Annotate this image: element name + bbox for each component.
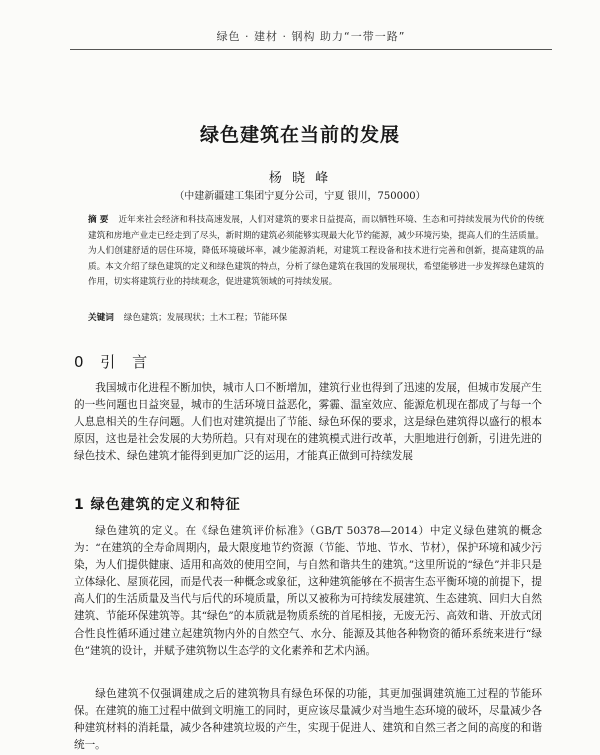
author: 杨 晓 峰 [268, 171, 332, 186]
intro-paragraph: 我国城市化进程不断加快，城市人口不断增加，建筑行业也得到了迅速的发展，但城市发展产生的一些问题也日益突显，城市的生活环境日益恶化，雾霾、温室效应、能源危机现在都成了与每一个人息息相关的生存问题。人们也对建筑提出了节能、绿色环保的要求，这是绿色建筑得以盛行的根本原因，这也是社会发展的大势所趋。只有对现在的建筑模式进行改革，大胆地进行创新，引进先进的绿色技术、绿色建筑才能得到更加广泛的运用，才能真正做到可持续发展 [74, 382, 542, 463]
affiliation: （中建新疆建工集团宁夏分公司，宁夏 银川，750000） [174, 191, 426, 202]
running-header: 绿色 · 建材 · 钢构 助力“一带一路” [216, 30, 406, 43]
header-rule [70, 49, 552, 50]
paper-title: 绿色建筑在当前的发展 [199, 124, 400, 146]
section-heading-introduction: 0 引 言 [74, 353, 154, 371]
abstract-label: 摘 要 [88, 215, 109, 225]
keywords-label: 关键词 [88, 313, 114, 323]
keywords [88, 311, 544, 326]
abstract-text: 近年来社会经济和科技高速发展，人们对建筑的要求日益提高，而以牺牲环境、生态和可持续发展为代价的传统建筑和房地产业走已经走到了尽头，新时期的建筑必须能够实现最大化节约能源，减少环境污染，提高人们的生活质量。为人们创建舒适的居住环境，降低环境破坏率，减少能源消耗，对建筑工程设备和技术进行完善和创新，提高建筑的品质。本文介绍了绿色建筑的定义和绿色建筑的特点，分析了绿色建筑在我国的发展现状，希望能够进一步发挥绿色建筑的作用，切实将建筑行业的持续观念，促进建筑领域的可持续发展。 [88, 215, 544, 287]
abstract [88, 213, 544, 291]
section-heading-definition: 1 绿色建筑的定义和特征 [74, 497, 241, 513]
definition-paragraph: 绿色建筑的定义。在《绿色建筑评价标准》（GB/T 50378—2014）中定义绿色建筑的概念为：“在建筑的全寿命周期内，最大限度地节约资源（节能、节地、节水、节材），保护环境和减少污染，为人们提供健康、适用和高效的使用空间，与自然和谐共生的建筑。”这里所说的“绿色”并非只是立体绿化、屋顶花园，而是代表一种概念或象征，这种建筑能够在不损害生态平衡环境的前提下，提高人们的生活质量及当代与后代的环境质量，所以又被称为可持续发展建筑、生态建筑、回归大自然建筑、节能环保建筑等。其“绿色”的本质就是物质系统的首尾相接，无废无污、高效和谐、开放式闭合性良性循环通过建立起建筑物内外的自然空气、水分、能源及其他各种物资的循环系统来进行“绿色”建筑的设计，并赋予建筑物以生态学的文化素养和艺术内涵。 [74, 525, 542, 657]
green-construction-paragraph: 绿色建筑不仅强调建成之后的建筑物具有绿色环保的功能，其更加强调建筑施工过程的节能环保。在建筑的施工过程中做到文明施工的同时，更应该尽量减少对当地生态环境的破坏，尽量减少各种建筑材料的消耗量，减少各种建筑垃圾的产生，实现于促进人、建筑和自然三者之间的高度的和谐统一。 [74, 688, 542, 752]
keywords-text: 绿色建筑；发展现状；土木工程；节能环保 [123, 313, 288, 323]
